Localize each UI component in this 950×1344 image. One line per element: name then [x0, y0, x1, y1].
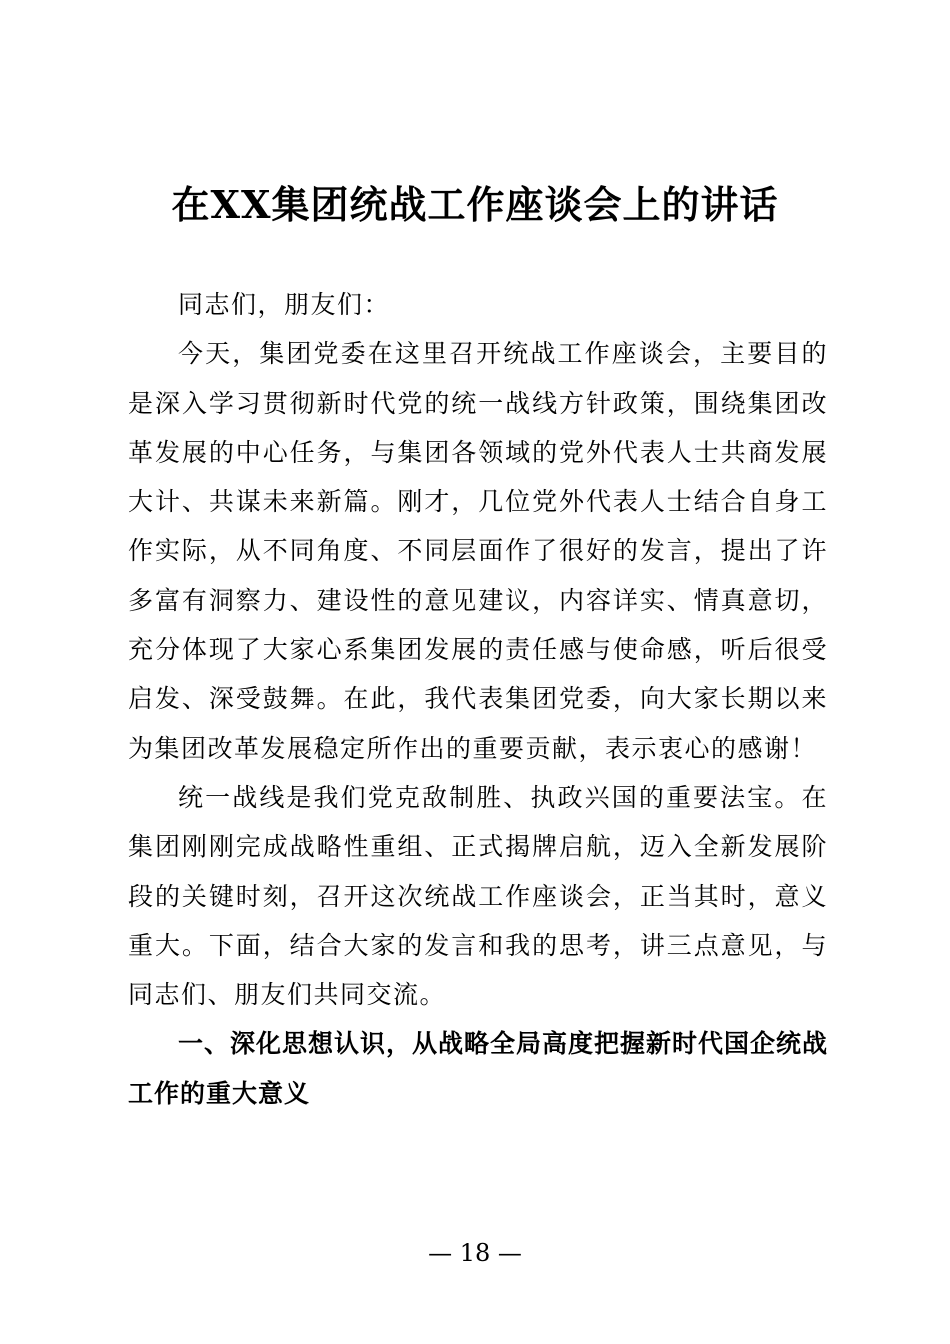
context-paragraph: 统一战线是我们党克敌制胜、执政兴国的重要法宝。在集团刚刚完成战略性重组、正式揭牌启航，迈入全新发展阶段的关键时刻，召开这次统战工作座谈会，正当其时，意义重大。下面，结合大家的发言和我的思考，讲三点意见，与同志们、朋友们共同交流。: [128, 782, 828, 1010]
opening-paragraph: 今天，集团党委在这里召开统战工作座谈会，主要目的是深入学习贯彻新时代党的统一战线方针政策，围绕集团改革发展的中心任务，与集团各领域的党外代表人士共商发展大计、共谋未来新篇。刚才，几位党外代表人士结合自身工作实际，从不同角度、不同层面作了很好的发言，提出了许多富有洞察力、建设性的意见建议，内容详实、情真意切，充分体现了大家心系集团发展的责任感与使命感，听后很受启发、深受鼓舞。在此，我代表集团党委，向大家长期以来为集团改革发展稳定所作出的重要贡献，表示衷心的感谢！: [128, 339, 828, 763]
page-number: — 18 —: [428, 1239, 522, 1267]
document-title: 在XX集团统战工作座谈会上的讲话: [171, 182, 779, 227]
section-heading: 一、深化思想认识，从战略全局高度把握新时代国企统战工作的重大意义: [128, 1029, 829, 1109]
document-body: [128, 280, 828, 1119]
salutation-paragraph: 同志们，朋友们：: [178, 290, 391, 319]
